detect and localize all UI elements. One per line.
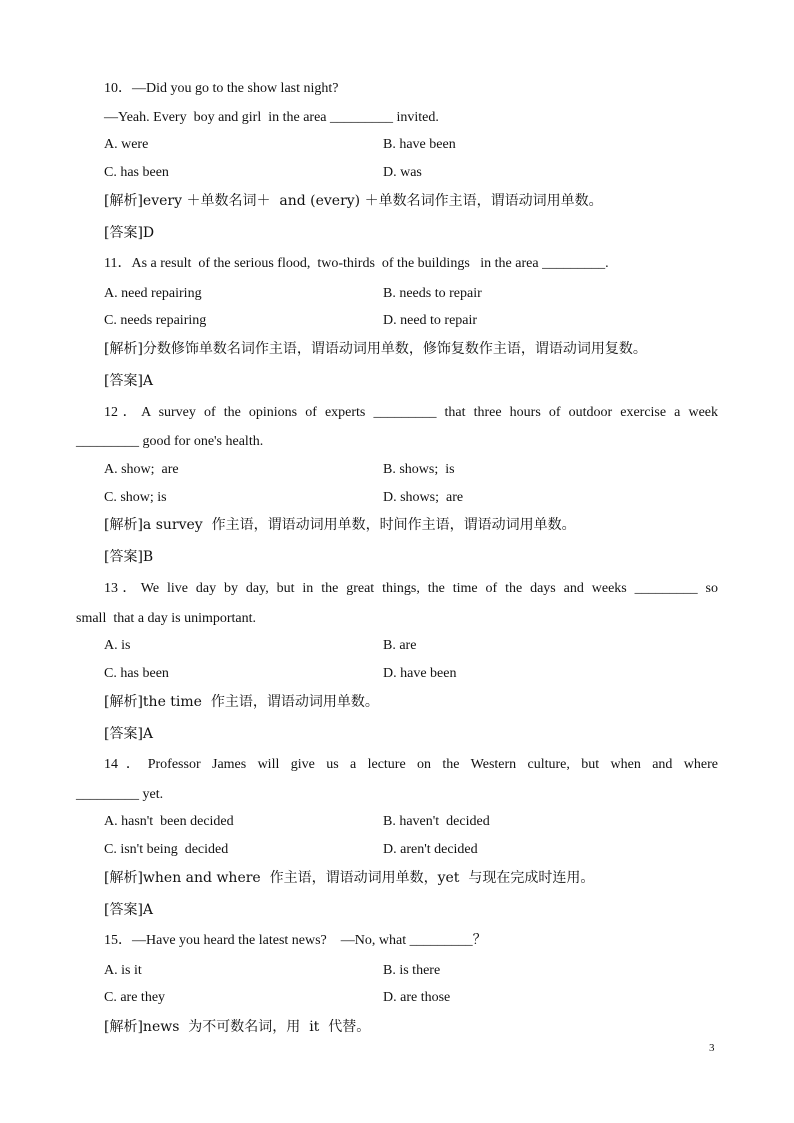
question-15-option-a: A. is it xyxy=(104,963,142,978)
question-10-answer: [答案]D xyxy=(104,225,155,241)
question-15-option-b: B. is there xyxy=(383,963,441,978)
question-13-stem-continued: small that a day is unimportant. xyxy=(76,611,257,626)
question-12-stem-continued: _________ good for one's health. xyxy=(76,434,264,449)
question-10-option-d: D. was xyxy=(383,165,422,180)
question-10-analysis: [解析]every ＋单数名词＋ and (every) ＋单数名词作主语，谓语动词用单数。 xyxy=(104,193,603,209)
page-number: 3 xyxy=(709,1042,715,1054)
question-15-option-d: D. are those xyxy=(383,990,451,1005)
question-11-option-c: C. needs repairing xyxy=(104,313,207,328)
question-13-option-b: B. are xyxy=(383,638,417,653)
question-11-analysis: [解析]分数修饰单数名词作主语，谓语动词用单数，修饰复数作主语，谓语动词用复数。 xyxy=(104,341,647,357)
question-14-answer: [答案]A xyxy=(104,902,154,918)
question-14-option-a: A. hasn't been decided xyxy=(104,814,234,829)
question-14-option-c: C. isn't being decided xyxy=(104,842,229,857)
question-14-stem-continued: _________ yet. xyxy=(76,787,164,802)
question-10-option-c: C. has been xyxy=(104,165,169,180)
question-13-option-d: D. have been xyxy=(383,666,457,681)
question-13-stem: 13．We live day by day, but in the great things, the time of the days and weeks _________ so xyxy=(104,581,718,596)
question-11-option-d: D. need to repair xyxy=(383,313,478,328)
question-11-stem: 11．As a result of the serious flood, two-thirds of the buildings in the area _________. xyxy=(104,256,609,271)
question-12-option-d: D. shows; are xyxy=(383,490,464,505)
question-12-option-a: A. show; are xyxy=(104,462,179,477)
question-11-option-a: A. need repairing xyxy=(104,286,202,301)
question-12-stem: 12．A survey of the opinions of experts _________ that three hours of outdoor exercise a week xyxy=(104,405,718,420)
question-15-stem: 15．—Have you heard the latest news? —No, what _________？ xyxy=(104,933,487,948)
question-12-analysis: [解析]a survey 作主语，谓语动词用单数，时间作主语，谓语动词用单数。 xyxy=(104,517,576,533)
question-15-analysis: [解析]news 为不可数名词，用 it 代替。 xyxy=(104,1019,371,1035)
question-13-analysis: [解析]the time 作主语，谓语动词用单数。 xyxy=(104,694,379,710)
question-13-option-a: A. is xyxy=(104,638,131,653)
question-14-option-b: B. haven't decided xyxy=(383,814,490,829)
question-10-option-b: B. have been xyxy=(383,137,456,152)
question-12-option-c: C. show; is xyxy=(104,490,167,505)
question-14-stem: 14．Professor James will give us a lecture on the Western culture, but when and where xyxy=(104,757,718,772)
question-10-option-a: A. were xyxy=(104,137,149,152)
question-13-answer: [答案]A xyxy=(104,726,154,742)
question-15-option-c: C. are they xyxy=(104,990,166,1005)
question-10-stem: 10．—Did you go to the show last night? xyxy=(104,81,339,96)
question-11-answer: [答案]A xyxy=(104,373,154,389)
question-12-option-b: B. shows; is xyxy=(383,462,455,477)
question-12-answer: [答案]B xyxy=(104,549,154,565)
question-14-analysis: [解析]when and where 作主语，谓语动词用单数，yet 与现在完成时连用。 xyxy=(104,870,595,886)
question-13-option-c: C. has been xyxy=(104,666,169,681)
question-14-option-d: D. aren't decided xyxy=(383,842,478,857)
question-10-reply: —Yeah. Every boy and girl in the area _________ invited. xyxy=(104,110,439,125)
question-11-option-b: B. needs to repair xyxy=(383,286,482,301)
